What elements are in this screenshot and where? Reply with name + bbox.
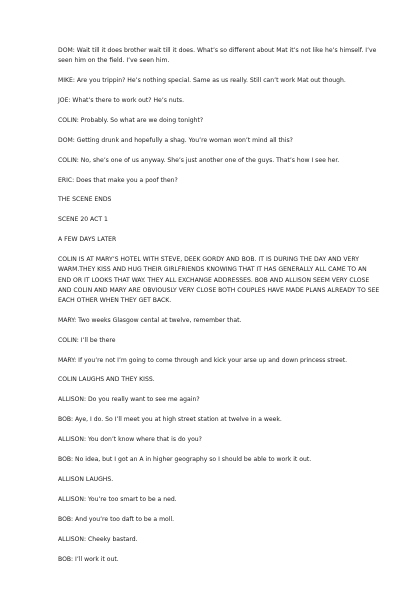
dialogue-line: BOB: Aye, I do. So I’ll meet you at high street station at twelve in a week. xyxy=(58,416,282,424)
dialogue-line: BOB: And you’re too daft to be a moll. xyxy=(58,515,175,523)
stage-direction: A FEW DAYS LATER xyxy=(58,236,117,244)
dialogue-line: COLIN: Probably. So what are we doing tonight? xyxy=(58,116,204,124)
dialogue-line: MIKE: Are you trippin? He’s nothing special. Same as us really. Still can’t work Mat out though. xyxy=(58,77,346,85)
dialogue-line: BOB: I’ll work it out. xyxy=(58,555,119,563)
stage-direction: THE SCENE ENDS xyxy=(58,196,112,204)
dialogue-line: DOM: Wait till it does brother wait till it does. What’s so different about Mat it’s not like he’s himself. I’ve seen him on the field. I’ve seen him. xyxy=(58,47,377,65)
dialogue-line: ALLISON: You don’t know where that is do you? xyxy=(58,436,202,444)
dialogue-line: BOB: No idea, but I got an A in higher geography so I should be able to work it out. xyxy=(58,456,312,464)
dialogue-line: COLIN: No, she’s one of us anyway. She’s just another one of the guys. That’s how I see her. xyxy=(58,156,340,164)
dialogue-line: ALLISON: Do you really want to see me again? xyxy=(58,396,200,404)
dialogue-line: ALLISON: Cheeky bastard. xyxy=(58,535,138,543)
dialogue-line: ALLISON: You’re too smart to be a ned. xyxy=(58,495,177,503)
dialogue-line: ERIC: Does that make you a poof then? xyxy=(58,176,178,184)
dialogue-line: MARY: If you’re not I’m going to come through and kick your arse up and down princess street. xyxy=(58,356,348,364)
dialogue-line: COLIN: I’ll be there xyxy=(58,336,116,344)
dialogue-line: DOM: Getting drunk and hopefully a shag. You’re woman won’t mind all this? xyxy=(58,136,293,144)
stage-direction: COLIN IS AT MARY’S HOTEL WITH STEVE, DEEK GORDY AND BOB. IT IS DURING THE DAY AND VERY WARM.THEY KISS AND HUG THEIR GIRLFRIENDS KNOWING THAT IT HAS GENERALLY ALL CAME TO AN END OR IT LOOKS THAT WAY. THEY ALL EXCHANGE ADDRESSES. BOB AND ALLISON SEEM VERY CLOSE AND COLIN AND MARY ARE OBVIOUSLY VERY CLOSE BOTH COUPLES HAVE MADE PLANS ALREADY TO SEE EACH OTHER WHEN THEY GET BACK. xyxy=(58,256,380,304)
stage-direction: COLIN LAUGHS AND THEY KISS. xyxy=(58,376,155,384)
stage-direction: ALLISON LAUGHS. xyxy=(58,475,114,483)
dialogue-line: MARY: Two weeks Glasgow cental at twelve, remember that. xyxy=(58,316,242,324)
dialogue-line: JOE: What’s there to work out? He’s nuts. xyxy=(58,96,185,104)
scene-heading: SCENE 20 ACT 1 xyxy=(58,216,108,224)
